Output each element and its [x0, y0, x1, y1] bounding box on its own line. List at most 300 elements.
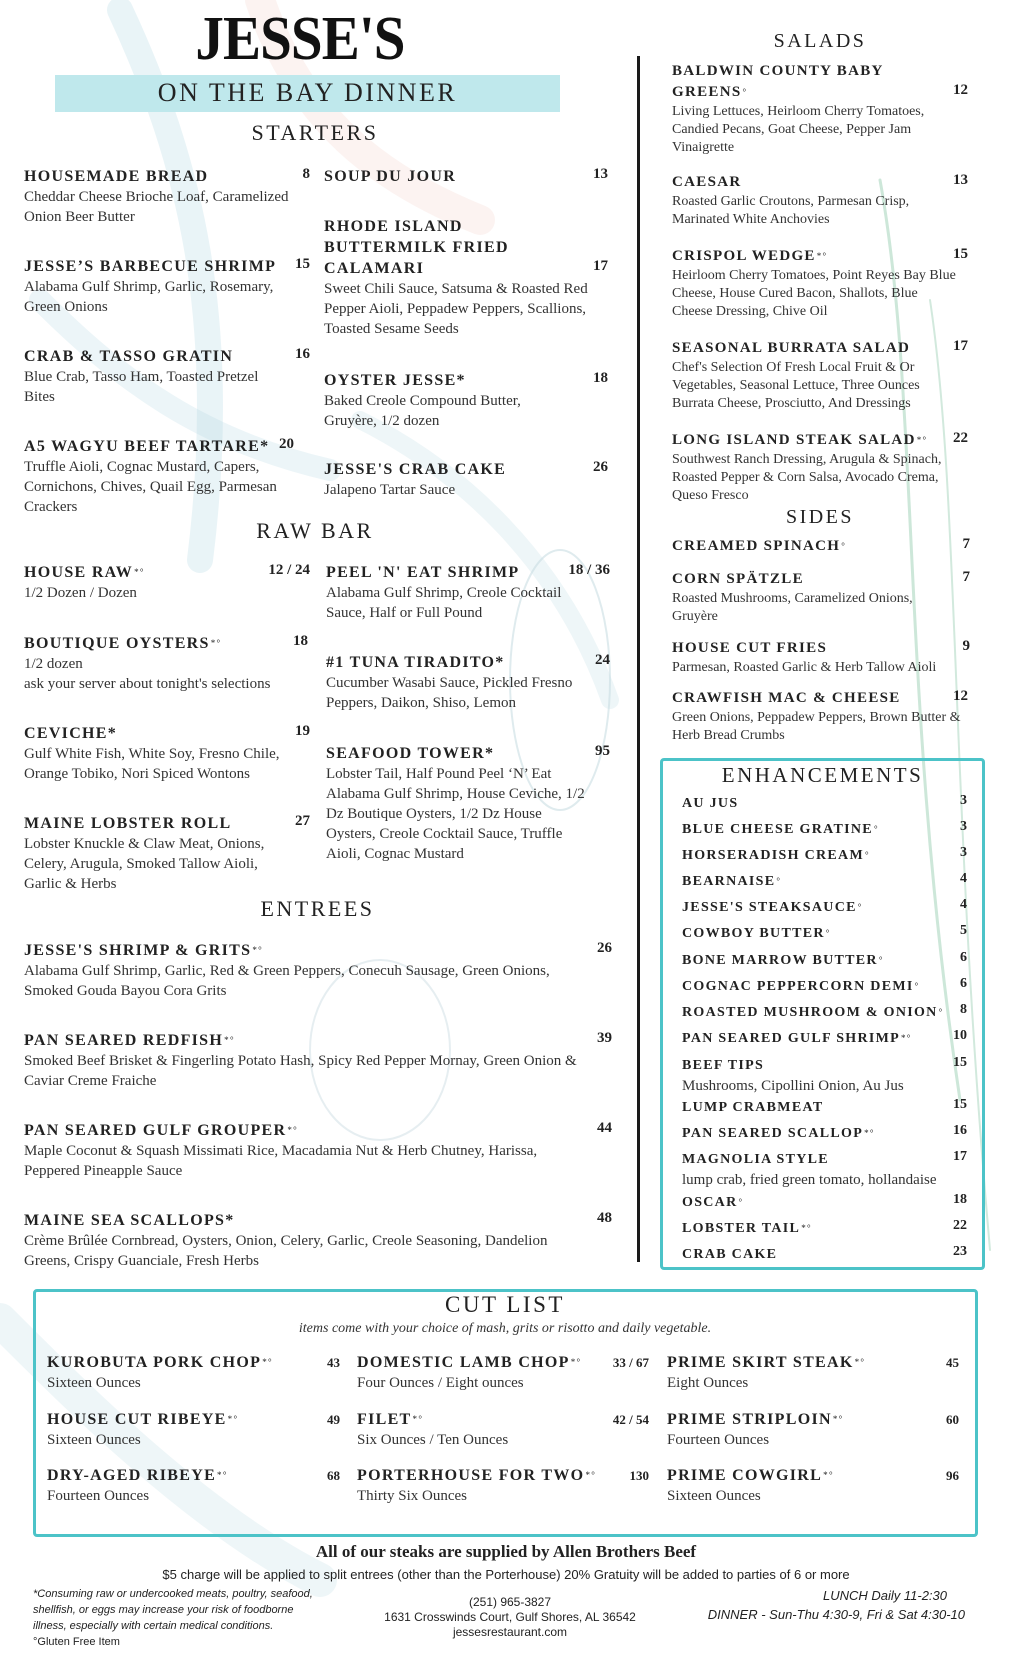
item-name	[47, 1465, 340, 1486]
raw-gluten-mark: *°	[217, 1470, 228, 1480]
item-desc: Vegetables, Seasonal Lettuce, Three Ounces	[672, 378, 920, 393]
raw-gluten-mark: *°	[823, 1470, 834, 1480]
enhancement-gulf-shrimp	[682, 1028, 967, 1049]
item-name-text: BONE MARROW BUTTER	[682, 953, 878, 968]
item-name	[24, 1120, 612, 1141]
item-desc: Four Ounces / Eight ounces	[357, 1375, 524, 1391]
item-price: 49	[327, 1412, 340, 1427]
item-price: 45	[946, 1355, 959, 1370]
item-name-text: FILET	[357, 1411, 412, 1428]
item-desc: Crackers	[24, 499, 78, 515]
item-price: 15	[295, 256, 310, 272]
item-desc: Fourteen Ounces	[667, 1432, 770, 1448]
menu-item-maine-lobster-roll	[24, 813, 310, 894]
menu-item-ceviche	[24, 723, 310, 784]
item-name-text: ROASTED MUSHROOM & ONION	[682, 1005, 938, 1020]
item-name: MAGNOLIA STYLE	[682, 1152, 829, 1167]
item-price: 18	[293, 633, 308, 649]
item-desc: Sixteen Ounces	[47, 1432, 141, 1448]
website: jessesrestaurant.com	[452, 1625, 568, 1639]
enhancement-au-jus	[682, 793, 967, 814]
item-price: 26	[593, 459, 608, 475]
column-divider	[637, 56, 640, 1262]
item-name-text: BLUE CHEESE GRATINE	[682, 822, 873, 837]
item-name: JESSE’S BARBECUE SHRIMP	[24, 258, 277, 275]
raw-gluten-mark: *°	[832, 1414, 844, 1424]
item-name: RHODE ISLAND	[324, 218, 463, 235]
item-name	[682, 1002, 967, 1023]
raw-gluten-mark: *°	[901, 1033, 912, 1043]
item-desc: Sixteen Ounces	[47, 1375, 141, 1391]
item-desc: Peppers, Daikon, Shiso, Lemon	[326, 695, 516, 711]
item-name	[672, 82, 968, 103]
item-name-text: PORTERHOUSE FOR TWO	[357, 1467, 585, 1484]
gluten-free-mark: °	[914, 981, 920, 991]
enhancement-cognac-demi	[682, 976, 967, 997]
sides-heading: SIDES	[785, 506, 855, 528]
item-price: 3	[960, 819, 967, 834]
item-price: 44	[597, 1120, 612, 1136]
item-price: 16	[953, 1123, 967, 1138]
item-desc: ask your server about tonight's selections	[24, 676, 271, 692]
item-desc: Cheese Dressing, Chive Oil	[672, 304, 828, 319]
item-desc: Chef's Selection Of Fresh Local Fruit & Or	[672, 360, 915, 375]
gluten-free-mark: °	[864, 850, 870, 860]
item-name	[24, 633, 310, 654]
menu-item-crab-tasso-gratin	[24, 346, 310, 407]
disclaimer-line: *Consuming raw or undercooked meats, poultry, seafood,	[33, 1588, 313, 1600]
item-desc: Orange Tobiko, Nori Spiced Wontons	[24, 766, 250, 782]
item-name: SEAFOOD TOWER*	[326, 745, 495, 762]
menu-item-seafood-tower	[326, 743, 610, 864]
item-price: 24	[595, 652, 610, 668]
gluten-free-mark: °	[873, 824, 879, 834]
cut-kurobuta-pork-chop	[47, 1352, 340, 1393]
item-desc: Cucumber Wasabi Sauce, Pickled Fresno	[326, 675, 573, 691]
menu-item-house-cut-fries	[672, 638, 970, 677]
item-price: 33 / 67	[612, 1355, 649, 1370]
enhancement-crab-cake	[682, 1244, 967, 1265]
item-desc: Maple Coconut & Squash Missimati Rice, Macadamia Nut & Herb Chutney, Harissa,	[24, 1143, 538, 1159]
item-desc: Herb Bread Crumbs	[672, 728, 785, 743]
item-name-text: PRIME SKIRT STEAK	[667, 1354, 854, 1371]
item-desc: Alabama Gulf Shrimp, Garlic, Rosemary,	[24, 279, 274, 295]
item-desc: Alabama Gulf Shrimp, Garlic, Red & Green Peppers, Conecuh Sausage, Green Onions,	[24, 963, 550, 979]
item-name-text: PAN SEARED GULF GROUPER	[24, 1122, 287, 1139]
menu-item-redfish	[24, 1030, 612, 1091]
menu-item-jesses-crab-cake	[324, 459, 608, 500]
menu-item-crispol-wedge	[672, 246, 968, 321]
item-desc: Cheese, House Cured Bacon, Shallots, Blue	[672, 286, 918, 301]
item-name: CRAB CAKE	[682, 1247, 778, 1262]
gluten-free-mark: °	[857, 902, 863, 912]
item-name	[682, 819, 967, 840]
item-desc: Baked Creole Compound Butter,	[324, 393, 521, 409]
item-name: CEVICHE*	[24, 725, 118, 742]
raw-food-disclaimer	[33, 1586, 373, 1650]
item-desc: Sweet Chili Sauce, Satsuma & Roasted Red	[324, 281, 588, 297]
disclaimer-line: illness, especially with certain medical conditions.	[33, 1620, 274, 1632]
entrees-heading: ENTREES	[260, 896, 375, 921]
item-price: 6	[960, 950, 967, 965]
menu-item-gulf-grouper	[24, 1120, 612, 1181]
item-name	[357, 1465, 649, 1486]
item-name	[357, 1409, 649, 1430]
item-price: 15	[953, 246, 968, 262]
item-price: 23	[953, 1244, 967, 1259]
item-name-text: PAN SEARED REDFISH	[24, 1032, 224, 1049]
contact-info	[360, 1595, 660, 1640]
item-name	[24, 562, 310, 583]
item-name: CRAWFISH MAC & CHEESE	[672, 690, 901, 706]
item-desc: Six Ounces / Ten Ounces	[357, 1432, 509, 1448]
item-name	[47, 1352, 340, 1373]
item-name-text: LOBSTER TAIL	[682, 1221, 801, 1236]
item-desc: Smoked Gouda Bayou Cora Grits	[24, 983, 227, 999]
raw-gluten-mark: *°	[262, 1357, 273, 1367]
item-desc: Candied Pecans, Goat Cheese, Pepper Jam	[672, 122, 912, 137]
item-name	[682, 1192, 967, 1213]
item-name: HOUSEMADE BREAD	[24, 168, 209, 185]
salads-heading: SALADS	[773, 30, 867, 52]
menu-subtitle: ON THE BAY DINNER	[157, 78, 458, 107]
item-desc: Lobster Tail, Half Pound Peel ‘N’ Eat	[326, 766, 552, 782]
item-desc: Caviar Creme Fraiche	[24, 1073, 157, 1089]
menu-item-tuna-tiradito	[326, 652, 610, 713]
item-name	[667, 1352, 959, 1373]
item-price: 22	[953, 430, 968, 446]
restaurant-title: JESSE'S	[195, 5, 405, 73]
gluten-free-legend: °Gluten Free Item	[33, 1636, 120, 1648]
raw-gluten-mark: *°	[585, 1470, 597, 1480]
item-name-text: DOMESTIC LAMB CHOP	[357, 1354, 570, 1371]
enhancement-bone-marrow-butter	[682, 950, 967, 971]
enhancements-heading: ENHANCEMENTS	[721, 763, 924, 787]
item-price: 6	[960, 976, 967, 991]
item-name: OYSTER JESSE*	[324, 372, 466, 389]
item-name	[682, 1123, 967, 1144]
item-name-text: PAN SEARED GULF SHRIMP	[682, 1031, 900, 1046]
raw-gluten-mark: *°	[570, 1357, 582, 1367]
raw-gluten-mark: *°	[287, 1125, 299, 1135]
item-desc: Heirloom Cherry Tomatoes, Point Reyes Bay Blue	[672, 268, 956, 283]
item-name	[667, 1409, 959, 1430]
cut-prime-striploin	[667, 1409, 959, 1450]
item-desc: Toasted Sesame Seeds	[324, 321, 459, 337]
raw-gluten-mark: *°	[210, 638, 222, 648]
item-price: 17	[953, 338, 968, 354]
item-name: BALDWIN COUNTY BABY	[672, 63, 884, 79]
menu-item-burrata-salad	[672, 338, 968, 413]
item-price: 60	[946, 1412, 959, 1427]
item-name-text: PRIME COWGIRL	[667, 1467, 823, 1484]
enhancement-blue-cheese-gratine	[682, 819, 967, 840]
item-desc: Alabama Gulf Shrimp, Creole Cocktail	[326, 585, 562, 601]
item-desc: Cheddar Cheese Brioche Loaf, Caramelized	[24, 189, 289, 205]
raw-gluten-mark: *°	[816, 251, 828, 261]
gluten-free-mark: °	[742, 87, 748, 97]
menu-item-crawfish-mac	[672, 688, 970, 745]
menu-item-wagyu-tartare	[24, 436, 310, 517]
menu-item-creamed-spinach	[672, 536, 970, 557]
item-name	[24, 1030, 612, 1051]
item-desc: Celery, Arugula, Smoked Tallow Aioli,	[24, 856, 258, 872]
item-price: 17	[593, 258, 608, 274]
gluten-free-mark: °	[938, 1007, 944, 1017]
item-desc: Garlic & Herbs	[24, 876, 117, 892]
item-desc: Truffle Aioli, Cognac Mustard, Capers,	[24, 459, 260, 475]
item-name-text: CREAMED SPINACH	[672, 538, 841, 554]
item-name-text: JESSE'S SHRIMP & GRITS	[24, 942, 252, 959]
item-name: CALAMARI	[324, 260, 425, 277]
item-name: SEASONAL BURRATA SALAD	[672, 340, 911, 356]
cut-domestic-lamb-chop	[357, 1352, 649, 1393]
item-name-text: PAN SEARED SCALLOP	[682, 1126, 864, 1141]
item-name-text: LONG ISLAND STEAK SALAD	[672, 432, 916, 448]
item-desc: Gruyère	[672, 609, 718, 624]
enhancement-scallop	[682, 1123, 967, 1144]
item-price: 95	[595, 743, 610, 759]
cut-list-heading: CUT LIST	[445, 1292, 565, 1317]
item-desc: Roasted Mushrooms, Caramelized Onions,	[672, 591, 913, 606]
enhancement-mushroom-onion	[682, 1002, 967, 1023]
menu-item-corn-spatzle	[672, 569, 970, 626]
item-name	[682, 1028, 967, 1049]
item-price: 4	[960, 897, 967, 912]
item-price: 43	[327, 1355, 340, 1370]
item-desc: Blue Crab, Tasso Ham, Toasted Pretzel	[24, 369, 259, 385]
item-price: 12	[953, 82, 968, 98]
menu-item-house-raw	[24, 562, 310, 603]
item-name: SOUP DU JOUR	[324, 168, 457, 185]
item-price: 27	[295, 813, 310, 829]
item-name	[682, 923, 967, 944]
menu-item-soup-du-jour	[324, 166, 608, 187]
lunch-hours: LUNCH Daily 11-2:30	[822, 1588, 947, 1603]
item-name: #1 TUNA TIRADITO*	[326, 654, 505, 671]
item-desc: Oysters, Creole Cocktail Sauce, Truffle	[326, 826, 563, 842]
item-name-text: DRY-AGED RIBEYE	[47, 1467, 217, 1484]
enhancement-magnolia-style	[682, 1149, 967, 1190]
item-desc: 1/2 dozen	[24, 656, 83, 672]
item-price: 26	[597, 940, 612, 956]
item-name: CORN SPÄTZLE	[672, 571, 804, 587]
item-name-text: JESSE'S STEAKSAUCE	[682, 900, 857, 915]
item-price: 68	[327, 1468, 340, 1483]
item-name: A5 WAGYU BEEF TARTARE*	[24, 438, 270, 455]
cut-dry-aged-ribeye	[47, 1465, 340, 1506]
item-price: 10	[953, 1028, 967, 1043]
item-desc: Fourteen Ounces	[47, 1488, 150, 1504]
policy-note: $5 charge will be applied to split entrees (other than the Porterhouse) 20% Gratuity will be added to parties of 6 or more	[162, 1567, 850, 1582]
item-desc: Crème Brûlée Cornbread, Oysters, Onion, Celery, Garlic, Creole Seasoning, Dandelion	[24, 1233, 548, 1249]
enhancement-horseradish-cream	[682, 845, 967, 866]
phone-number: (251) 965-3827	[468, 1595, 552, 1609]
item-desc: Aioli, Cognac Mustard	[326, 846, 464, 862]
item-desc: Marinated White Anchovies	[672, 212, 830, 227]
item-name: MAINE SEA SCALLOPS*	[24, 1212, 235, 1229]
item-name-text: CRISPOL WEDGE	[672, 248, 816, 264]
item-name: MAINE LOBSTER ROLL	[24, 815, 232, 832]
item-desc: Cornichons, Chives, Quail Egg, Parmesan	[24, 479, 277, 495]
raw-gluten-mark: *°	[134, 567, 145, 577]
item-price: 15	[953, 1097, 967, 1112]
address: 1631 Crosswinds Court, Gulf Shores, AL 36542	[384, 1610, 636, 1624]
item-name-text: OSCAR	[682, 1195, 738, 1210]
item-price: 4	[960, 871, 967, 886]
item-price: 18 / 36	[568, 562, 610, 578]
item-desc: Lobster Knuckle & Claw Meat, Onions,	[24, 836, 265, 852]
item-desc: Gulf White Fish, White Soy, Fresno Chile,	[24, 746, 280, 762]
item-name	[47, 1409, 340, 1430]
enhancement-steaksauce	[682, 897, 967, 918]
item-name: JESSE'S CRAB CAKE	[324, 461, 507, 478]
item-desc: 1/2 Dozen / Dozen	[24, 585, 137, 601]
item-price: 16	[295, 346, 310, 362]
cut-list-subtitle: items come with your choice of mash, grits or risotto and daily vegetable.	[298, 1321, 712, 1336]
menu-item-boutique-oysters	[24, 633, 310, 694]
raw-gluten-mark: *°	[224, 1035, 235, 1045]
menu-item-baby-greens	[672, 61, 968, 157]
menu-item-peel-n-eat-shrimp	[326, 562, 610, 623]
item-desc: Living Lettuces, Heirloom Cherry Tomatoes,	[672, 104, 925, 119]
item-desc: Onion Beer Butter	[24, 209, 135, 225]
item-name: CRAB & TASSO GRATIN	[24, 348, 234, 365]
cut-prime-skirt-steak	[667, 1352, 959, 1393]
item-price: 12 / 24	[268, 562, 310, 578]
item-price: 5	[960, 923, 967, 938]
gluten-free-mark: °	[878, 955, 884, 965]
item-name-text: PRIME STRIPLOIN	[667, 1411, 832, 1428]
item-name	[24, 940, 612, 961]
item-price: 20	[279, 436, 294, 452]
supplier-note: All of our steaks are supplied by Allen Brothers Beef	[315, 1542, 697, 1561]
item-name: BUTTERMILK FRIED	[324, 239, 509, 256]
gluten-free-mark: °	[776, 876, 782, 886]
item-name	[682, 976, 967, 997]
menu-item-bbq-shrimp	[24, 256, 310, 317]
item-desc: Vinaigrette	[672, 140, 735, 155]
cut-filet	[357, 1409, 649, 1450]
item-price: 18	[953, 1192, 967, 1207]
gluten-free-mark: °	[825, 928, 831, 938]
item-desc: Burrata Cheese, Prosciutto, And Dressings	[672, 396, 911, 411]
dinner-hours: DINNER - Sun-Thu 4:30-9, Fri & Sat 4:30-10	[707, 1607, 965, 1622]
enhancement-lump-crabmeat	[682, 1097, 967, 1118]
item-price: 19	[295, 723, 310, 739]
item-price: 96	[946, 1468, 959, 1483]
item-name	[682, 897, 967, 918]
item-price: 12	[953, 688, 968, 704]
item-name	[672, 246, 968, 267]
item-desc: Green Onions, Peppadew Peppers, Brown Butter &	[672, 710, 961, 725]
item-price: 8	[302, 166, 310, 182]
item-desc: Queso Fresco	[672, 488, 749, 503]
item-name: LUMP CRABMEAT	[682, 1100, 824, 1115]
item-price: 22	[953, 1218, 967, 1233]
enhancement-bearnaise	[682, 871, 967, 892]
item-desc: lump crab, fried green tomato, hollandaise	[682, 1172, 937, 1188]
item-name-text: GREENS	[672, 84, 742, 100]
item-name-text: KUROBUTA PORK CHOP	[47, 1354, 262, 1371]
item-name: AU JUS	[682, 796, 739, 811]
item-desc: Pepper Aioli, Peppadew Peppers, Scallions,	[324, 301, 587, 317]
item-name-text: HORSERADISH CREAM	[682, 848, 864, 863]
item-desc: Southwest Ranch Dressing, Arugula & Spinach,	[672, 452, 942, 467]
item-name: HOUSE CUT FRIES	[672, 640, 828, 656]
item-desc: Peppered Pineapple Sauce	[24, 1163, 183, 1179]
item-desc: Greens, Crispy Guanciale, Fresh Herbs	[24, 1253, 259, 1269]
item-desc: Sauce, Half or Full Pound	[326, 605, 483, 621]
menu-item-fried-calamari	[324, 216, 608, 339]
raw-gluten-mark: *°	[412, 1414, 424, 1424]
cut-prime-cowgirl	[667, 1465, 959, 1506]
item-desc: Parmesan, Roasted Garlic & Herb Tallow Aioli	[672, 660, 937, 675]
item-desc: Mushrooms, Cipollini Onion, Au Jus	[682, 1078, 904, 1094]
enhancement-oscar	[682, 1192, 967, 1213]
item-price: 3	[960, 793, 967, 808]
item-desc: Dz Boutique Oysters, 1/2 Dz House	[326, 806, 542, 822]
item-name	[667, 1465, 959, 1486]
item-desc: Roasted Pepper & Corn Salsa, Avocado Crema,	[672, 470, 939, 485]
item-desc: Gruyère, 1/2 dozen	[324, 413, 440, 429]
item-price: 7	[962, 536, 970, 552]
starters-heading: STARTERS	[251, 120, 379, 145]
item-price: 3	[960, 845, 967, 860]
item-desc: Bites	[24, 389, 55, 405]
item-name: CAESAR	[672, 174, 742, 190]
item-name-text: BEARNAISE	[682, 874, 776, 889]
cut-porterhouse-for-two	[357, 1465, 649, 1506]
enhancement-beef-tips	[682, 1055, 967, 1096]
item-price: 9	[962, 638, 970, 654]
item-name-text: HOUSE CUT RIBEYE	[47, 1411, 227, 1428]
item-name: PEEL 'N' EAT SHRIMP	[326, 564, 520, 581]
cut-house-cut-ribeye	[47, 1409, 340, 1450]
item-desc: Eight Ounces	[667, 1375, 749, 1391]
menu-item-caesar	[672, 172, 968, 229]
hours	[660, 1586, 965, 1624]
item-name	[672, 536, 970, 557]
item-price: 13	[593, 166, 608, 182]
raw-gluten-mark: *°	[252, 945, 264, 955]
item-price: 13	[953, 172, 968, 188]
item-name-text: BOUTIQUE OYSTERS	[24, 635, 210, 652]
item-price: 18	[593, 370, 608, 386]
menu-item-steak-salad	[672, 430, 968, 505]
item-name-text: HOUSE RAW	[24, 564, 134, 581]
raw-bar-heading: RAW BAR	[256, 518, 374, 543]
item-desc: Green Onions	[24, 299, 108, 315]
gluten-free-mark: °	[738, 1197, 744, 1207]
item-name	[682, 1218, 967, 1239]
item-desc: Thirty Six Ounces	[357, 1488, 467, 1504]
item-name-text: COGNAC PEPPERCORN DEMI	[682, 979, 914, 994]
raw-gluten-mark: *°	[916, 435, 928, 445]
item-desc: Roasted Garlic Croutons, Parmesan Crisp,	[672, 194, 910, 209]
item-price: 130	[629, 1468, 649, 1483]
raw-gluten-mark: *°	[854, 1357, 866, 1367]
raw-gluten-mark: *°	[801, 1223, 812, 1233]
gluten-free-mark: °	[841, 541, 847, 551]
item-price: 42 / 54	[612, 1412, 649, 1427]
item-price: 7	[962, 569, 970, 585]
item-name	[682, 845, 967, 866]
disclaimer-line: shellfish, or eggs may increase your risk of foodborne	[33, 1604, 294, 1616]
item-desc: Jalapeno Tartar Sauce	[324, 482, 456, 498]
item-price: 17	[953, 1149, 967, 1164]
menu-item-sea-scallops	[24, 1210, 612, 1271]
